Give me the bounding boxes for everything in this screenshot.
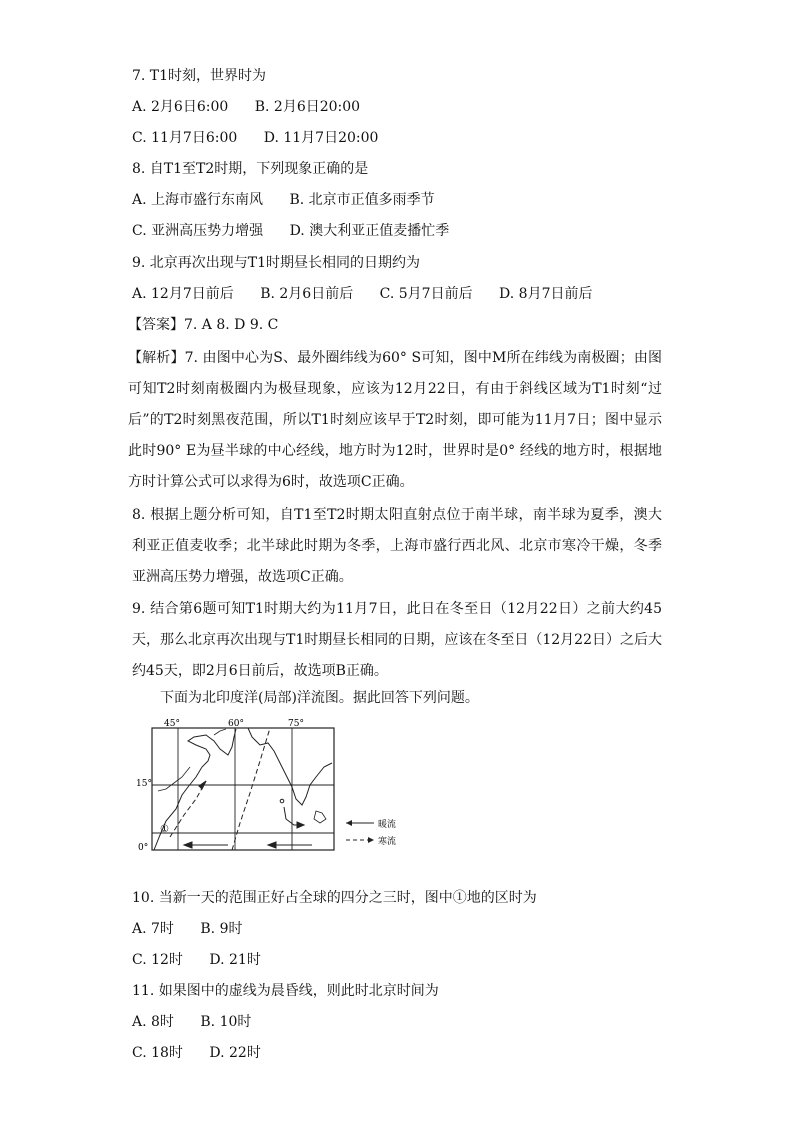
location-marker-1: ① [160,824,169,835]
map-grid [152,728,334,850]
question-7-options-row-1 [132,97,360,117]
option-c: C. 18时 [132,1045,183,1061]
option-a: A. 8时 [132,1014,174,1030]
question-8-options-row-2 [132,221,449,241]
question-9-stem: 9. 北京再次出现与T1时期昼长相同的日期约为 [132,255,421,271]
lat-label-15: 15° [136,779,152,789]
option-d: D. 21时 [209,952,261,968]
currents [170,728,312,850]
option-b: B. 10时 [200,1014,252,1030]
answer-line: 【答案】7. A 8. D 9. C [128,317,279,333]
lon-label-75: 75° [288,719,304,729]
option-b: B. 2月6日前后 [260,286,354,302]
analysis-8: 8. 根据上题分析可知，自T1至T2时期太阳直射点位于南半球，南半球为夏季，澳大利亚正值麦收季；北半球此时期为冬季，上海市盛行西北风、北京市寒冷干燥，冬季亚洲高压势力增强，故选项C正确。 [132,507,662,585]
option-d: D. 22时 [209,1045,261,1061]
option-d: D. 8月7日前后 [499,286,593,302]
ocean-current-map [136,715,436,855]
question-7-stem: 7. T1时刻，世界时为 [132,68,267,84]
option-c: C. 11月7日6:00 [132,130,238,146]
lon-label-45: 45° [164,719,180,729]
option-a: A. 7时 [132,921,174,937]
coastline [154,728,332,850]
legend-cold-current: 寒流 [378,837,397,847]
lat-label-0: 0° [138,843,149,853]
legend-warm-current: 暖流 [378,820,397,830]
analysis-7: 【解析】7. 由图中心为S、最外圈纬线为60° S可知，图中M所在纬线为南极圈；由图可知T2时刻南极圈内为极昼现象，应该为12月22日，有由于斜线区域为T1时刻“过后”的T2时刻黑夜范围，所以T1时刻应该早于T2时刻，即可能为11月7日；图中显示此时90° E为昼半球的中心经线，地方时为12时，世界时是0° 经线的地方时，根据地方时计算公式可以求得为6时，故选项C正确。 [128,350,662,490]
option-d: D. 澳大利亚正值麦播忙季 [289,223,450,239]
question-8-stem: 8. 自T1至T2时期，下列现象正确的是 [132,161,369,177]
question-10-options-row-1 [132,919,242,939]
question-9-options [132,284,593,304]
question-10-options-row-2 [132,950,261,970]
option-b: B. 2月6日20:00 [254,99,361,115]
option-a: A. 上海市盛行东南风 [132,192,264,208]
question-11-options-row-2 [132,1043,261,1063]
map-frame [152,728,334,850]
question-10-stem: 10. 当新一天的范围正好占全球的四分之三时，图中①地的区时为 [132,890,537,906]
option-c: C. 5月7日前后 [379,286,473,302]
question-7-options-row-2 [132,128,378,148]
analysis-9: 9. 结合第6题可知T1时期大约为11月7日，此日在冬至日（12月22日）之前大约45天，那么北京再次出现与T1时期昼长相同的日期，应该在冬至日（12月22日）之后大约45天，即2月6日前后，故选项B正确。 [132,601,662,679]
question-8-options-row-1 [132,190,435,210]
option-b: B. 北京市正值多雨季节 [289,192,435,208]
option-a: A. 2月6日6:00 [132,99,229,115]
map-intro: 下面为北印度洋(局部)洋流图。据此回答下列问题。 [160,690,479,706]
map-legend [346,818,396,847]
option-a: A. 12月7日前后 [132,286,234,302]
lon-label-60: 60° [228,719,244,729]
option-b: B. 9时 [200,921,243,937]
option-c: C. 12时 [132,952,183,968]
option-c: C. 亚洲高压势力增强 [132,223,264,239]
question-11-stem: 11. 如果图中的虚线为晨昏线，则此时北京时间为 [132,983,439,999]
option-d: D. 11月7日20:00 [263,130,379,146]
question-11-options-row-1 [132,1012,251,1032]
